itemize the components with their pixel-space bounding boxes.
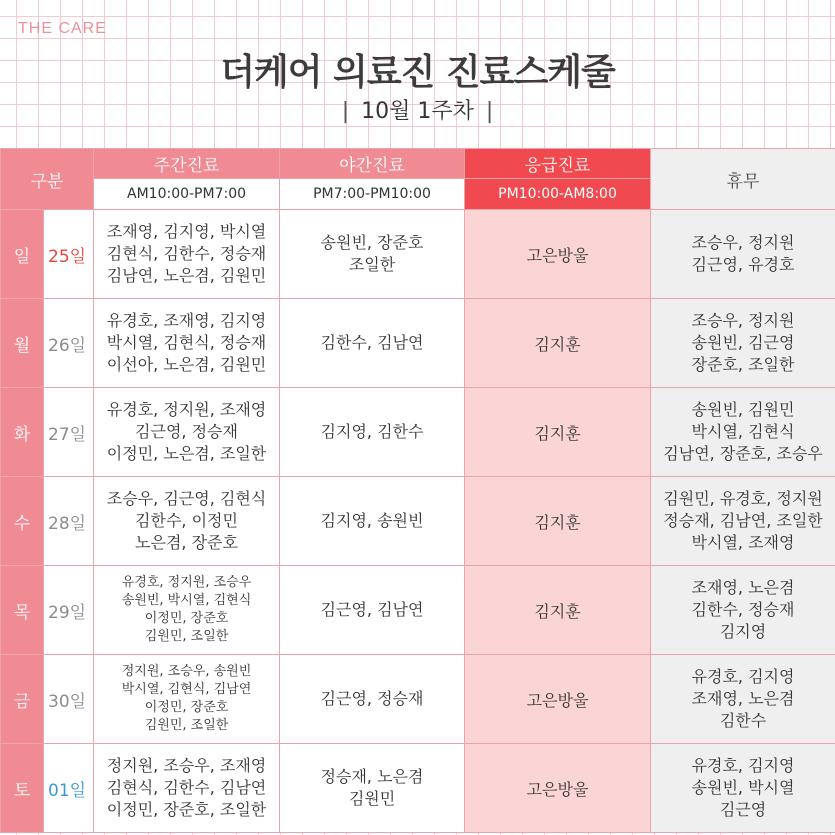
day-clinic-cell bbox=[94, 388, 280, 477]
emergency-cell: 고은방울 bbox=[465, 655, 651, 744]
emergency-cell: 김지훈 bbox=[465, 299, 651, 388]
name-line: 김근영, 김남연 bbox=[320, 600, 424, 619]
name-line: 김근영, 유경호 bbox=[691, 255, 795, 274]
name-line: 김남연, 장준호, 조승우 bbox=[663, 444, 823, 463]
weekday-cell: 월 bbox=[1, 299, 44, 388]
name-line: 장준호, 조일한 bbox=[691, 355, 795, 374]
weekday-cell: 목 bbox=[1, 566, 44, 655]
name-line: 유경호, 정지원, 조재영 bbox=[106, 400, 267, 419]
header-emergency-time: PM10:00-AM8:00 bbox=[465, 179, 651, 210]
header-day-clinic: 주간진료 bbox=[94, 149, 280, 179]
page-subtitle: | 10월 1주차 | bbox=[341, 99, 494, 124]
date-cell: 26일 bbox=[44, 299, 94, 388]
name-line: 조재영, 노은겸 bbox=[691, 689, 795, 708]
name-line: 김원민, 유경호, 정지원 bbox=[663, 489, 823, 508]
night-clinic-cell bbox=[280, 744, 465, 833]
table-row bbox=[1, 299, 835, 388]
off-cell bbox=[651, 566, 835, 655]
table-row bbox=[1, 210, 835, 299]
name-line: 이선아, 노은겸, 김원민 bbox=[106, 355, 267, 374]
name-line: 정승재, 김남연, 조일한 bbox=[663, 511, 823, 530]
emergency-cell: 고은방울 bbox=[465, 744, 651, 833]
header-category: 구분 bbox=[1, 149, 94, 210]
name-line: 박시열, 김현식, 정승재 bbox=[106, 333, 267, 352]
name-line: 이정민, 노은겸, 조일한 bbox=[106, 444, 267, 463]
night-clinic-cell bbox=[280, 477, 465, 566]
name-line: 정지원, 조승우, 조재영 bbox=[106, 756, 267, 775]
name-line: 송원빈, 김근영 bbox=[691, 333, 795, 352]
name-line: 김한수, 김남연 bbox=[320, 333, 424, 352]
header-off: 휴무 bbox=[651, 149, 835, 210]
night-clinic-cell bbox=[280, 299, 465, 388]
name-line: 김현식, 김한수, 정승재 bbox=[106, 244, 267, 263]
name-line: 박시열, 김현식 bbox=[691, 422, 795, 441]
name-line: 김지영, 김한수 bbox=[320, 422, 424, 441]
name-line: 조승우, 정지원 bbox=[691, 233, 795, 252]
off-cell bbox=[651, 477, 835, 566]
name-line: 유경호, 조재영, 김지영 bbox=[106, 311, 267, 330]
table-row bbox=[1, 477, 835, 566]
header-night-clinic: 야간진료 bbox=[280, 149, 465, 179]
table-row bbox=[1, 744, 835, 833]
name-line: 김원민 bbox=[348, 789, 396, 808]
name-line: 조재영, 김지영, 박시열 bbox=[106, 222, 267, 241]
date-cell: 27일 bbox=[44, 388, 94, 477]
name-line: 김근영, 정승재 bbox=[135, 422, 238, 441]
name-line: 송원빈, 김원민 bbox=[691, 400, 795, 419]
name-line: 박시열, 김현식, 김남연 bbox=[121, 682, 252, 697]
day-clinic-cell bbox=[94, 566, 280, 655]
schedule-table bbox=[0, 148, 835, 833]
header-emergency: 응급진료 bbox=[465, 149, 651, 179]
name-line: 김원민, 조일한 bbox=[144, 718, 229, 733]
emergency-cell: 김지훈 bbox=[465, 477, 651, 566]
name-line: 송원빈, 박시열, 김현식 bbox=[121, 593, 252, 608]
name-line: 김한수 bbox=[719, 711, 767, 730]
off-cell bbox=[651, 388, 835, 477]
name-line: 김한수, 이정민 bbox=[135, 511, 238, 530]
name-line: 김남연, 노은겸, 김원민 bbox=[106, 266, 267, 285]
date-cell: 01일 bbox=[44, 744, 94, 833]
day-clinic-cell bbox=[94, 299, 280, 388]
name-line: 유경호, 정지원, 조승우 bbox=[121, 575, 252, 590]
table-row bbox=[1, 388, 835, 477]
name-line: 이정민, 장준호 bbox=[144, 611, 229, 626]
name-line: 송원빈, 장준호 bbox=[320, 233, 424, 252]
day-clinic-cell bbox=[94, 655, 280, 744]
weekday-cell: 일 bbox=[1, 210, 44, 299]
table-row bbox=[1, 655, 835, 744]
name-line: 김근영 bbox=[719, 800, 767, 819]
name-line: 김근영, 정승재 bbox=[320, 689, 424, 708]
name-line: 박시열, 조재영 bbox=[691, 533, 795, 552]
name-line: 이정민, 장준호, 조일한 bbox=[106, 800, 267, 819]
name-line: 김지영, 송원빈 bbox=[320, 511, 424, 530]
page-title: 더케어 의료진 진료스케줄 bbox=[220, 52, 615, 93]
name-line: 김지영 bbox=[719, 622, 767, 641]
day-clinic-cell bbox=[94, 744, 280, 833]
off-cell bbox=[651, 210, 835, 299]
name-line: 조승우, 김근영, 김현식 bbox=[106, 489, 267, 508]
date-cell: 25일 bbox=[44, 210, 94, 299]
emergency-cell: 김지훈 bbox=[465, 388, 651, 477]
night-clinic-cell bbox=[280, 388, 465, 477]
header-day-time: AM10:00-PM7:00 bbox=[94, 179, 280, 210]
day-clinic-cell bbox=[94, 477, 280, 566]
weekday-cell: 토 bbox=[1, 744, 44, 833]
table-row bbox=[1, 566, 835, 655]
weekday-cell: 화 bbox=[1, 388, 44, 477]
name-line: 유경호, 김지영 bbox=[691, 667, 795, 686]
name-line: 정지원, 조승우, 송원빈 bbox=[121, 664, 252, 679]
off-cell bbox=[651, 299, 835, 388]
name-line: 조일한 bbox=[348, 255, 396, 274]
name-line: 노은겸, 장준호 bbox=[135, 533, 238, 552]
weekday-cell: 금 bbox=[1, 655, 44, 744]
date-cell: 30일 bbox=[44, 655, 94, 744]
name-line: 조승우, 정지원 bbox=[691, 311, 795, 330]
weekday-cell: 수 bbox=[1, 477, 44, 566]
emergency-cell: 김지훈 bbox=[465, 566, 651, 655]
name-line: 정승재, 노은겸 bbox=[320, 767, 424, 786]
name-line: 조재영, 노은겸 bbox=[691, 578, 795, 597]
week-label: 10월 1주차 bbox=[361, 99, 474, 124]
night-clinic-cell bbox=[280, 210, 465, 299]
name-line: 송원빈, 박시열 bbox=[691, 778, 795, 797]
date-cell: 28일 bbox=[44, 477, 94, 566]
date-cell: 29일 bbox=[44, 566, 94, 655]
name-line: 유경호, 김지영 bbox=[691, 756, 795, 775]
name-line: 김한수, 정승재 bbox=[691, 600, 795, 619]
name-line: 김원민, 조일한 bbox=[144, 629, 229, 644]
header-night-time: PM7:00-PM10:00 bbox=[280, 179, 465, 210]
night-clinic-cell bbox=[280, 655, 465, 744]
emergency-cell: 고은방울 bbox=[465, 210, 651, 299]
name-line: 김현식, 김한수, 김남연 bbox=[106, 778, 267, 797]
off-cell bbox=[651, 744, 835, 833]
name-line: 이정민, 장준호 bbox=[144, 700, 229, 715]
off-cell bbox=[651, 655, 835, 744]
day-clinic-cell bbox=[94, 210, 280, 299]
night-clinic-cell bbox=[280, 566, 465, 655]
brand-logo: THE CARE bbox=[18, 20, 107, 37]
